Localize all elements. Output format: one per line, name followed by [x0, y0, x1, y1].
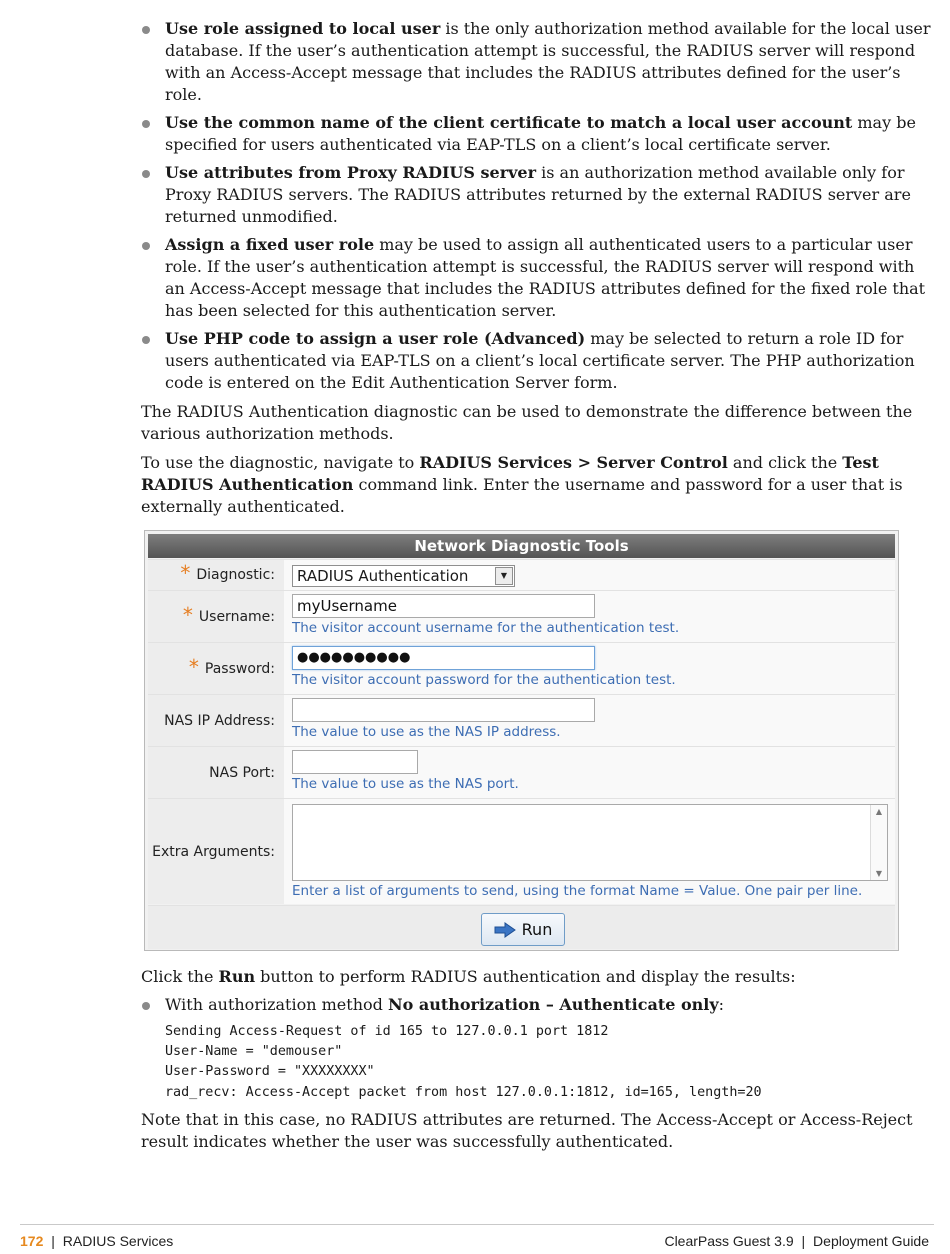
nas-ip-input[interactable]: [292, 698, 595, 722]
form-actions: [148, 905, 895, 949]
username-field: [284, 591, 895, 642]
diagnostic-field: [284, 560, 895, 590]
run-button[interactable]: [481, 913, 565, 946]
nas-port-hint: The value to use as the NAS port.: [292, 776, 519, 792]
nas-ip-field: [284, 695, 895, 746]
chevron-down-icon[interactable]: ▼: [495, 567, 513, 585]
list-item-term: Use the common name of the client certificate to match a local user account: [165, 113, 853, 132]
list-item-term: Use attributes from Proxy RADIUS server: [165, 163, 537, 182]
password-label: [148, 643, 284, 694]
list-item-text: is the only authorization method available for the local user database. If the user’s authentication attempt is successful, the RADIUS server will respond with an Access-Accept message that includes the RADIUS attributes defined for the user’s role.: [165, 19, 931, 104]
footer-divider: [20, 1224, 934, 1225]
diagnostic-label: [148, 560, 284, 590]
nas-port-label: NAS Port:: [148, 747, 284, 798]
scroll-up-icon[interactable]: ▲: [875, 807, 883, 816]
label-text: Password:: [204, 660, 275, 677]
footer-separator: |: [801, 1233, 806, 1249]
scroll-down-icon[interactable]: ▼: [875, 869, 883, 878]
text-run: button to perform RADIUS authentication and display the results:: [255, 967, 796, 986]
nas-ip-row: [148, 694, 895, 746]
textarea-scrollbar[interactable]: [870, 805, 887, 880]
required-asterisk: *: [182, 602, 193, 627]
selected-value: RADIUS Authentication: [297, 567, 469, 585]
footer-section: RADIUS Services: [62, 1233, 174, 1249]
label-text: Username:: [198, 608, 275, 625]
username-label: [148, 591, 284, 642]
required-asterisk: *: [188, 654, 199, 679]
results-list: [141, 994, 931, 1016]
method-name: No authorization – Authenticate only: [387, 995, 719, 1014]
run-button-label: Run: [521, 920, 553, 939]
extra-arguments-label: Extra Arguments:: [148, 799, 284, 904]
footer-left: [20, 1233, 173, 1249]
nas-port-row: [148, 746, 895, 798]
required-asterisk: *: [180, 561, 191, 585]
text-run: With authorization method: [165, 995, 388, 1014]
password-hint: The visitor account password for the authentication test.: [292, 672, 676, 688]
button-name: Run: [218, 967, 256, 986]
paragraph-diagnostic-intro: The RADIUS Authentication diagnostic can be used to demonstrate the difference between the various authorization methods.: [141, 402, 913, 443]
username-row: [148, 590, 895, 642]
list-item-text: may be specified for users authenticated via EAP-TLS on a client’s local certificate server.: [165, 113, 916, 154]
list-item-term: Assign a fixed user role: [165, 235, 375, 254]
list-item-text: may be selected to return a role ID for users authenticated via EAP-TLS on a client’s local certificate server. The PHP authorization code is entered on the Edit Authentication Server form.: [165, 329, 915, 392]
extra-arguments-textarea[interactable]: [292, 804, 888, 881]
list-item: [141, 994, 931, 1016]
password-field: [284, 643, 895, 694]
menu-path: RADIUS Services > Server Control: [419, 453, 728, 472]
list-item-text: is an authorization method available only for Proxy RADIUS servers. The RADIUS attributes returned by the external RADIUS server are returned unmodified.: [165, 163, 911, 226]
list-item-term: Use role assigned to local user: [165, 19, 441, 38]
text-run: Click the: [141, 967, 219, 986]
network-diagnostic-tools-form: [144, 530, 899, 951]
code-output: Sending Access-Request of id 165 to 127.0.0.1 port 1812 User-Name = "demouser" User-Password = "XXXXXXXX" rad_recv: Access-Accept packet from host 127.0.0.1:1812, id=165, length=20: [165, 1024, 762, 1100]
command-link-name: Test RADIUS Authentication: [141, 453, 879, 494]
form-title: Network Diagnostic Tools: [148, 534, 895, 558]
body-text: [141, 18, 931, 524]
password-input[interactable]: ●●●●●●●●●●: [292, 646, 595, 670]
authorization-methods-list: [141, 18, 931, 394]
paragraph-note: Note that in this case, no RADIUS attributes are returned. The Access-Accept or Access-Reject result indicates whether the user was successfully authenticated.: [141, 1109, 913, 1151]
label-text: Diagnostic:: [196, 567, 275, 583]
nas-port-input[interactable]: [292, 750, 418, 774]
extra-arguments-hint: Enter a list of arguments to send, using the format Name = Value. One pair per line.: [292, 883, 863, 899]
extra-arguments-row: [148, 798, 895, 904]
footer-right: [664, 1233, 929, 1249]
list-item-term: Use PHP code to assign a user role (Advanced): [165, 329, 586, 348]
nas-ip-label: NAS IP Address:: [148, 695, 284, 746]
footer-doc: Deployment Guide: [813, 1233, 929, 1249]
list-item: [141, 18, 931, 106]
arrow-right-icon: [494, 922, 516, 938]
text-run: To use the diagnostic, navigate to: [141, 453, 420, 472]
diagnostic-select[interactable]: [292, 565, 515, 587]
nas-port-field: [284, 747, 895, 798]
page-number: 172: [20, 1233, 44, 1249]
username-input[interactable]: myUsername: [292, 594, 595, 618]
text-run: and click the: [727, 453, 843, 472]
paragraph-click-run: [141, 966, 931, 988]
nas-ip-hint: The value to use as the NAS IP address.: [292, 724, 561, 740]
paragraph-navigation: [141, 452, 931, 518]
list-item-text: may be used to assign all authenticated users to a particular user role. If the user’s authentication attempt is successful, the RADIUS server will respond with an Access-Accept message that includes the RADIUS attributes defined for the fixed role that has been selected for this authentication server.: [165, 235, 926, 320]
username-hint: The visitor account username for the authentication test.: [292, 620, 680, 636]
extra-arguments-field: [284, 799, 895, 904]
list-item: [141, 162, 931, 228]
results-section: [141, 966, 931, 1153]
text-run: command link. Enter the username and password for a user that is externally authenticated.: [141, 475, 903, 516]
list-item: [141, 328, 931, 394]
list-item: [141, 234, 931, 322]
text-run: :: [718, 995, 725, 1014]
password-row: [148, 642, 895, 694]
list-item: [141, 112, 931, 156]
footer-separator: |: [51, 1233, 55, 1249]
diagnostic-row: [148, 559, 895, 590]
footer-product: ClearPass Guest 3.9: [664, 1233, 794, 1249]
